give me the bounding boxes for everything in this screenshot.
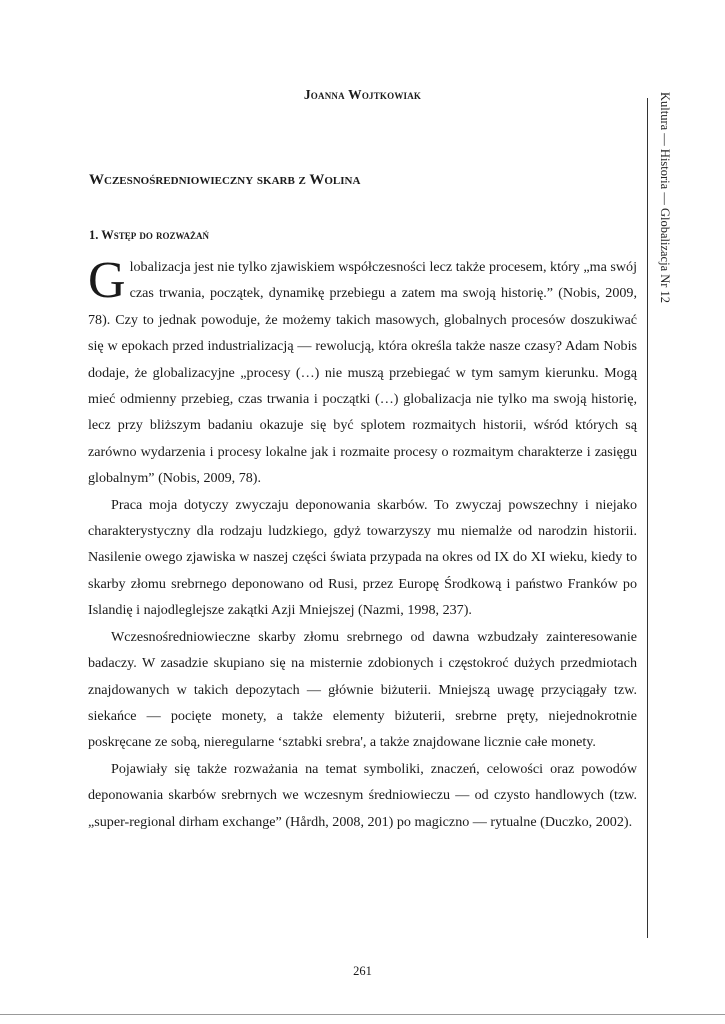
paragraph-1-text: lobalizacja jest nie tylko zjawiskiem współczesności lecz także procesem, który „ma swój czas trwania, początek, dynamikę przebiegu a zatem ma swoją historię.” (Nobis, 2009, 78). Czy to jednak powoduje, że możemy takich masowych, globalnych procesów doszukiwać się w epokach przed industrializacją — rewolucją, która określa także nasze czasy? Adam Nobis dodaje, że globalizacyjne „procesy (…) nie muszą przebiegać w tym samym kierunku. Mogą mieć odmienny przebieg, czas trwania i początki (…) globalizacja nie tylko ma swoją historię, lecz przy bliższym badaniu okazuje się być splotem rozmaitych historii, wśród których są zarówno wydarzenia i procesy lokalne jak i rozmaite procesy o rozmaitym charakterze i zasięgu globalnym” (Nobis, 2009, 78).	[88, 259, 637, 487]
drop-cap: G	[88, 252, 126, 309]
section-heading: 1. Wstęp do rozważań	[89, 228, 210, 242]
running-header-vertical: Kultura — Historia — Globalizacja Nr 12	[658, 92, 672, 304]
paragraph-2: Praca moja dotyczy zwyczaju deponowania skarbów. To zwyczaj powszechny i niejako charakterystyczny dla rodzaju ludzkiego, gdyż towarzyszy mu niemalże od narodzin historii. Nasilenie owego zjawiska w naszej części świata przypada na okres od IX do XI wieku, kiedy to skarby złomu srebrnego deponowano od Rusi, przez Europę Środkową i państwo Franków po Islandię i najodleglejsze zakątki Azji Mniejszej (Nazmi, 1998, 237).	[88, 496, 637, 619]
bottom-divider	[0, 1014, 725, 1015]
paragraph-1	[88, 254, 637, 492]
page-number: 261	[353, 964, 372, 978]
paragraph-4: Pojawiały się także rozważania na temat symboliki, znaczeń, celowości oraz powodów deponowania skarbów srebrnych we wczesnym średniowieczu — od czysto handlowych (tzw. „super-regional dirham exchange” (Hårdh, 2008, 201) po magiczno — rytualne (Duczko, 2002).	[88, 760, 637, 830]
article-title: Wczesnośredniowieczny skarb z Wolina	[89, 172, 361, 188]
margin-rule	[647, 98, 648, 938]
paragraph-3: Wczesnośredniowieczne skarby złomu srebrnego od dawna wzbudzały zainteresowanie badaczy. W zasadzie skupiano się na misternie zdobionych i częstokroć dużych przedmiotach znajdowanych w takich depozytach — głównie biżuterii. Mniejszą uwagę przyciągały tzw. siekańce — pocięte monety, a także elementy biżuterii, srebrne pręty, niejednokrotnie poskręcane ze sobą, nieregularne ‘sztabki srebra', a także znajdowane licznie całe monety.	[88, 628, 637, 751]
author-name: Joanna Wojtkowiak	[303, 87, 422, 102]
article-body	[88, 254, 637, 835]
